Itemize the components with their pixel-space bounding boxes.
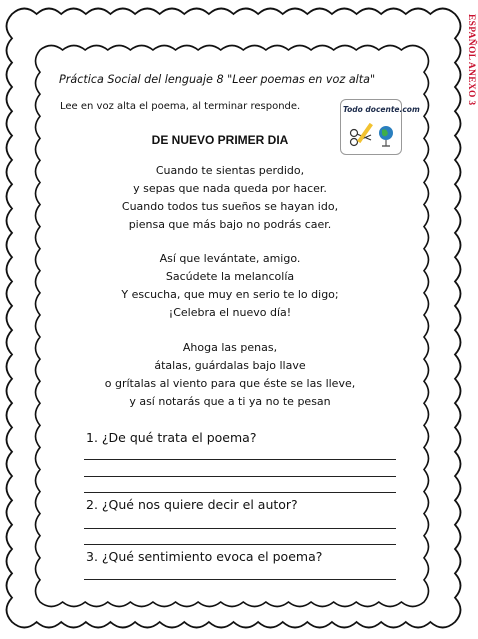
poem-line: Ahoga las penas, [182, 341, 278, 354]
answer-line[interactable] [84, 544, 396, 545]
question-2: 2. ¿Qué nos quiere decir el autor? [86, 497, 298, 512]
poem-line: Cuando te sientas perdido, [155, 164, 305, 177]
stanza-3 [60, 339, 400, 411]
answer-line[interactable] [84, 579, 396, 580]
answer-line[interactable] [84, 528, 396, 529]
stanza-1 [60, 162, 400, 234]
instruction-text: Lee en voz alta el poema, al terminar responde. [60, 101, 301, 112]
poem-line: Así que levántate, amigo. [159, 252, 301, 265]
poem-line: y así notarás que a ti ya no te pesan [129, 395, 331, 408]
question-1: 1. ¿De qué trata el poema? [86, 430, 257, 445]
poem-line: y sepas que nada queda por hacer. [133, 182, 327, 195]
poem-line: Cuando todos tus sueños se hayan ido, [121, 200, 339, 213]
poem-line: ¡Celebra el nuevo día! [168, 306, 292, 319]
poem-title: DE NUEVO PRIMER DIA [151, 133, 289, 147]
logo-graphic [341, 100, 420, 154]
answer-line[interactable] [84, 476, 396, 477]
side-label: ESPAÑOL ANEXO 3 [466, 14, 476, 106]
globe-icon [379, 126, 393, 146]
answer-line[interactable] [84, 459, 396, 460]
logo [340, 99, 420, 155]
poem-line: Y escucha, que muy en serio te lo digo; [121, 288, 339, 301]
question-3: 3. ¿Qué sentimiento evoca el poema? [86, 549, 323, 564]
poem-line: átalas, guárdalas bajo llave [154, 359, 306, 372]
logo-text: Todo docente.com [343, 105, 420, 114]
answer-line[interactable] [84, 492, 396, 493]
stanza-2 [60, 250, 400, 322]
poem-line: piensa que más bajo no podrás caer. [128, 218, 332, 231]
poem-line: o grítalas al viento para que éste se las lleve, [104, 377, 356, 390]
poem-line: Sacúdete la melancolía [165, 270, 295, 283]
page-title: Práctica Social del lenguaje 8 "Leer poemas en voz alta" [59, 73, 376, 86]
